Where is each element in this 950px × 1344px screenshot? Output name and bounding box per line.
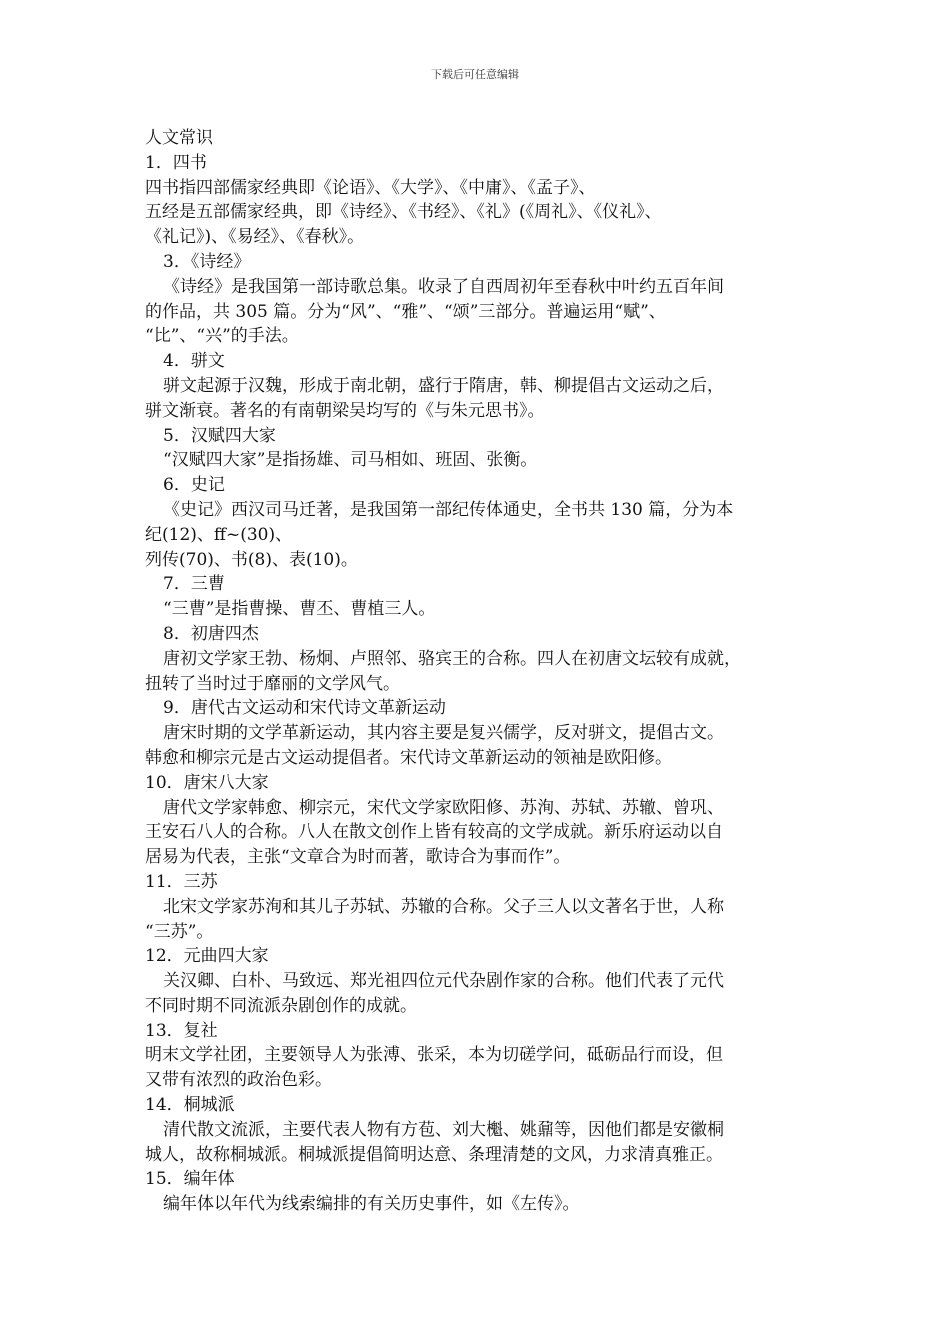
text-line: 15．编年体 — [145, 1169, 235, 1190]
text-line: 唐初文学家王勃、杨炯、卢照邻、骆宾王的合称。四人在初唐文坛较有成就， — [163, 648, 741, 669]
text-line: “三曹”是指曹操、曹丕、曹植三人。 — [163, 599, 436, 620]
text-line: 11．三苏 — [145, 871, 218, 892]
text-line: 韩愈和柳宗元是古文运动提倡者。宋代诗文革新运动的领袖是欧阳修。 — [145, 747, 672, 768]
text-line: 居易为代表，主张“文章合为时而著，歌诗合为事而作”。 — [145, 847, 571, 868]
text-line: 4．骈文 — [163, 351, 225, 372]
text-line: 8．初唐四杰 — [163, 623, 259, 644]
text-line: 唐代文学家韩愈、柳宗元，宋代文学家欧阳修、苏洵、苏轼、苏辙、曾巩、 — [163, 797, 724, 818]
text-line: 编年体以年代为线索编排的有关历史事件，如《左传》。 — [163, 1194, 580, 1215]
text-line: 纪(12)、ff~(30)、 — [145, 524, 293, 545]
text-line: 14．桐城派 — [145, 1095, 235, 1116]
page-header: 下载后可任意编辑 — [431, 68, 519, 81]
text-line: 明末文学社团，主要领导人为张溥、张采，本为切磋学问，砥砺品行而设，但 — [145, 1045, 723, 1066]
text-line: 的作品，共 305 篇。分为“风”、“雅”、“颂”三部分。普遍运用“赋”、 — [145, 301, 666, 322]
text-line: 12．元曲四大家 — [145, 946, 269, 967]
text-line: 《礼记》)、《易经》、《春秋》。 — [145, 227, 365, 248]
text-line: 1．四书 — [145, 152, 207, 173]
text-line: “比”、“兴”的手法。 — [145, 326, 299, 347]
text-line: 不同时期不同流派杂剧创作的成就。 — [145, 995, 417, 1016]
text-line: 又带有浓烈的政治色彩。 — [145, 1070, 332, 1091]
text-line: 7．三曹 — [163, 574, 225, 595]
text-line: 6．史记 — [163, 475, 225, 496]
text-line: 10．唐宋八大家 — [145, 772, 269, 793]
text-line: 5．汉赋四大家 — [163, 425, 276, 446]
text-line: 清代散文流派，主要代表人物有方苞、刘大櫆、姚鼐等，因他们都是安徽桐 — [163, 1119, 724, 1140]
text-line: 扭转了当时过于靡丽的文学风气。 — [145, 673, 400, 694]
text-line: 四书指四部儒家经典即《论语》、《大学》、《中庸》、《孟子》、 — [145, 177, 596, 198]
text-line: “汉赋四大家”是指扬雄、司马相如、班固、张衡。 — [163, 450, 538, 471]
text-line: 关汉卿、白朴、马致远、郑光祖四位元代杂剧作家的合称。他们代表了元代 — [163, 971, 724, 992]
text-line: 13．复社 — [145, 1020, 218, 1041]
text-line: 列传(70)、书(8)、表(10)。 — [145, 549, 358, 570]
text-line: 城人，故称桐城派。桐城派提倡简明达意、条理清楚的文风，力求清真雅正。 — [145, 1144, 723, 1165]
text-line: 9．唐代古文运动和宋代诗文革新运动 — [163, 698, 446, 719]
text-line: 唐宋时期的文学革新运动，其内容主要是复兴儒学，反对骈文，提倡古文。 — [163, 723, 724, 744]
document-body — [145, 126, 810, 1217]
text-line: 3．《诗经》 — [163, 251, 251, 272]
text-line: “三苏”。 — [145, 921, 214, 942]
text-line: 王安石八人的合称。八人在散文创作上皆有较高的文学成就。新乐府运动以自 — [145, 822, 723, 843]
text-line: 骈文渐衰。著名的有南朝梁吴均写的《与朱元思书》。 — [145, 400, 545, 421]
text-line: 北宋文学家苏洵和其儿子苏轼、苏辙的合称。父子三人以文著名于世，人称 — [163, 896, 724, 917]
text-line: 《史记》西汉司马迁著，是我国第一部纪传体通史，全书共 130 篇，分为本 — [163, 499, 734, 520]
text-line: 《诗经》是我国第一部诗歌总集。收录了自西周初年至春秋中叶约五百年间 — [163, 276, 724, 297]
text-line: 五经是五部儒家经典，即《诗经》、《书经》、《礼》(《周礼》、《仪礼》、 — [145, 202, 662, 223]
text-line: 骈文起源于汉魏，形成于南北朝，盛行于隋唐，韩、柳提倡古文运动之后， — [163, 375, 724, 396]
text-line: 人文常识 — [145, 128, 213, 148]
